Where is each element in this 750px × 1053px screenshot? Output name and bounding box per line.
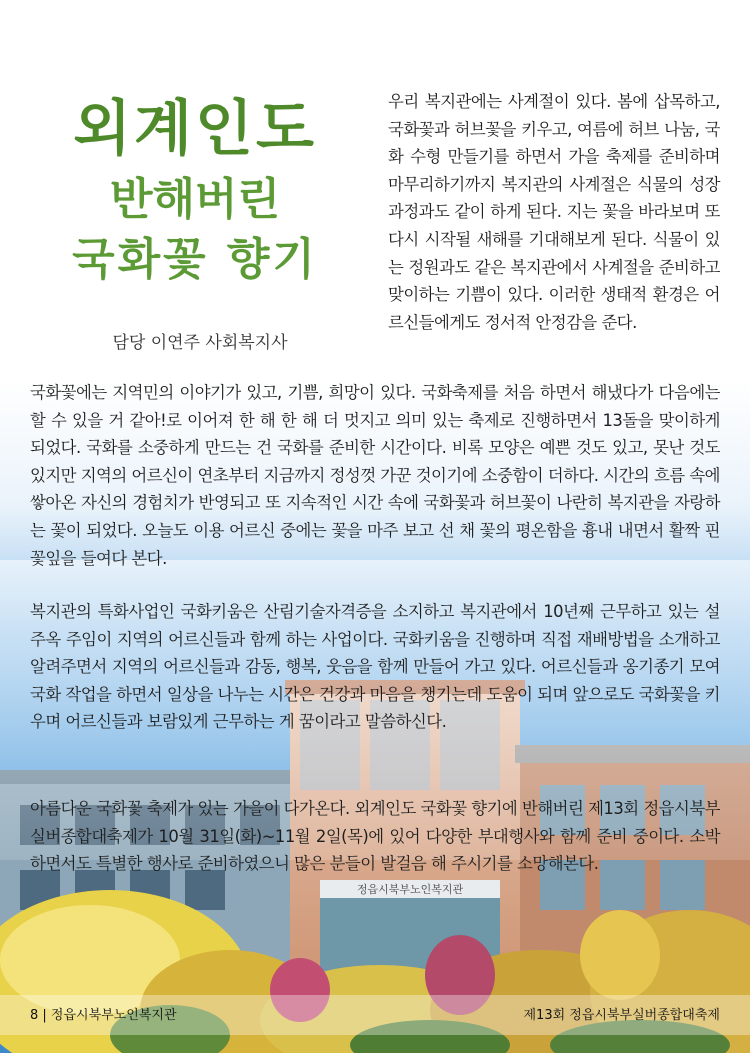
building-sign: 정읍시북부노인복지관 [356,883,464,896]
body-paragraph-3: 아름다운 국화꽃 축제가 있는 가을이 다가온다. 외계인도 국화꽃 향기에 반해버린 제13회 정읍시북부실버종합대축제가 10월 31일(화)~11월 2일(목)에 있어 다양한 부대행사와 함께 준비 중이다. 소박하면서도 특별한 행사로 준비하였으니 많은 분들이 발걸음 해 주시기를 소망해본다. [30,799,720,874]
title-line-1: 외계인도 [73,94,317,164]
title-block [30,92,360,290]
author-byline: 담당 이연주 사회복지사 [112,333,288,353]
footer-event-name: 제13회 정읍시북부실버종합대축제 [523,1008,720,1023]
footer-page-number: 8 | 정읍시북부노인복지관 [30,1008,177,1023]
body-paragraph-1: 국화꽃에는 지역민의 이야기가 있고, 기쁨, 희망이 있다. 국화축제를 처음 하면서 해냈다가 다음에는 할 수 있을 거 같아!로 이어져 한 해 한 해 더 멋지고 의미 있는 축제로 진행하면서 13돌을 맞이하게 되었다. 국화를 소중하게 만드는 건 국화를 준비한 시간이다. 비록 모양은 예쁜 것도 있고, 못난 것도 있지만 지역의 어르신이 연초부터 지금까지 정성껏 가꾼 것이기에 소중함이 더하다. 시간의 흐름 속에 쌓아온 자신의 경험치가 반영되고 또 지속적인 시간 속에 국화꽃과 허브꽃이 나란히 복지관을 자랑하는 꽃이 되었다. 오늘도 이용 어르신 중에는 꽃을 마주 보고 선 채 꽃의 평온함을 흉내 내면서 활짝 핀 꽃잎을 들여다 본다. [30,383,720,568]
title-line-2: 반해버린 [109,174,280,225]
intro-paragraph: 우리 복지관에는 사계절이 있다. 봄에 삽목하고, 국화꽃과 허브꽃을 키우고, 여름에 허브 나눔, 국화 수형 만들기를 하면서 가을 축제를 준비하며 마무리하기까지 복지관의 사계절은 식물의 성장 과정과도 같이 하게 된다. 지는 꽃을 바라보며 또다시 시작될 새해를 기대해보게 된다. 식물이 있는 정원과도 같은 복지관에서 사계절을 준비하고 맞이하는 기쁨이 있다. 이러한 생태적 환경은 어르신들에게도 정서적 안정감을 준다. [388,92,720,332]
body-paragraph-2: 복지관의 특화사업인 국화키움은 산림기술자격증을 소지하고 복지관에서 10년째 근무하고 있는 설주옥 주임이 지역의 어르신들과 함께 하는 사업이다. 국화키움을 진행하며 직접 재배방법을 소개하고 알려주면서 지역의 어르신들과 감동, 행복, 웃음을 함께 만들어 가고 있다. 어르신들과 옹기종기 모여 국화 작업을 하면서 일상을 나누는 시간은 건강과 마음을 챙기는데 도움이 되며 앞으로도 국화꽃을 키우며 어르신들과 보람있게 근무하는 게 꿈이라고 말씀하신다. [30,602,720,732]
title-line-3: 국화꽃 향기 [72,234,318,285]
